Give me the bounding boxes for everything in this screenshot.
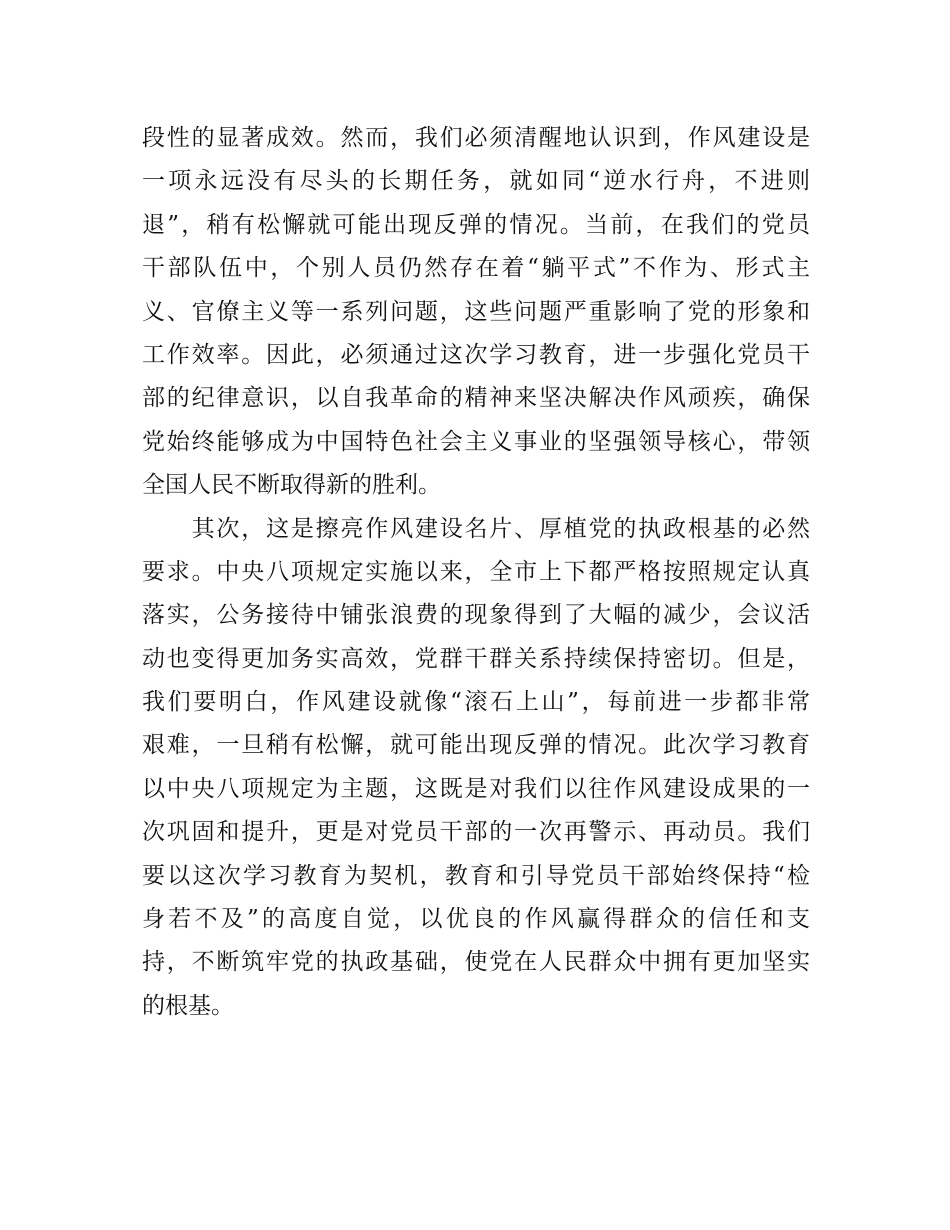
text-line: 动也变得更加务实高效，党群干群关系持续保持密切。但是， (142, 645, 810, 672)
text-line: 退”，稍有松懈就可能出现反弹的情况。当前，在我们的党员 (142, 211, 810, 238)
text-line: 段性的显著成效。然而，我们必须清醒地认识到，作风建设是 (142, 125, 810, 151)
text-line: 身若不及”的高度自觉，以优良的作风赢得群众的信任和支 (142, 906, 810, 933)
paragraph-2 (142, 508, 810, 1029)
text-line: 党始终能够成为中国特色社会主义事业的坚强领导核心，带领 (142, 428, 810, 455)
document-body (142, 117, 810, 1028)
text-line: 要求。中央八项规定实施以来，全市上下都严格按照规定认真 (142, 558, 810, 585)
text-line: 干部队伍中，个别人员仍然存在着“躺平式”不作为、形式主 (142, 255, 810, 282)
text-line: 其次，这是擦亮作风建设名片、厚植党的执政根基的必然 (142, 515, 810, 542)
text-line: 次巩固和提升，更是对党员干部的一次再警示、再动员。我们 (142, 819, 810, 846)
paragraph-1 (142, 117, 810, 508)
text-line: 持，不断筑牢党的执政基础，使党在人民群众中拥有更加坚实 (142, 949, 810, 976)
text-line: 义、官僚主义等一系列问题，这些问题严重影响了党的形象和 (142, 298, 810, 325)
text-line: 部的纪律意识，以自我革命的精神来坚决解决作风顽疾，确保 (142, 385, 810, 412)
text-line: 艰难，一旦稍有松懈，就可能出现反弹的情况。此次学习教育 (142, 732, 810, 759)
text-line: 我们要明白，作风建设就像“滚石上山”，每前进一步都非常 (142, 689, 810, 716)
text-line: 工作效率。因此，必须通过这次学习教育，进一步强化党员干 (142, 341, 810, 368)
text-line: 落实，公务接待中铺张浪费的现象得到了大幅的减少，会议活 (142, 602, 810, 629)
text-line: 一项永远没有尽头的长期任务，就如同“逆水行舟，不进则 (142, 168, 810, 195)
text-line: 要以这次学习教育为契机，教育和引导党员干部始终保持“检 (142, 862, 810, 889)
text-line: 以中央八项规定为主题，这既是对我们以往作风建设成果的一 (142, 775, 810, 802)
text-line: 的根基。 (142, 992, 234, 1019)
text-line: 全国人民不断取得新的胜利。 (142, 472, 441, 499)
